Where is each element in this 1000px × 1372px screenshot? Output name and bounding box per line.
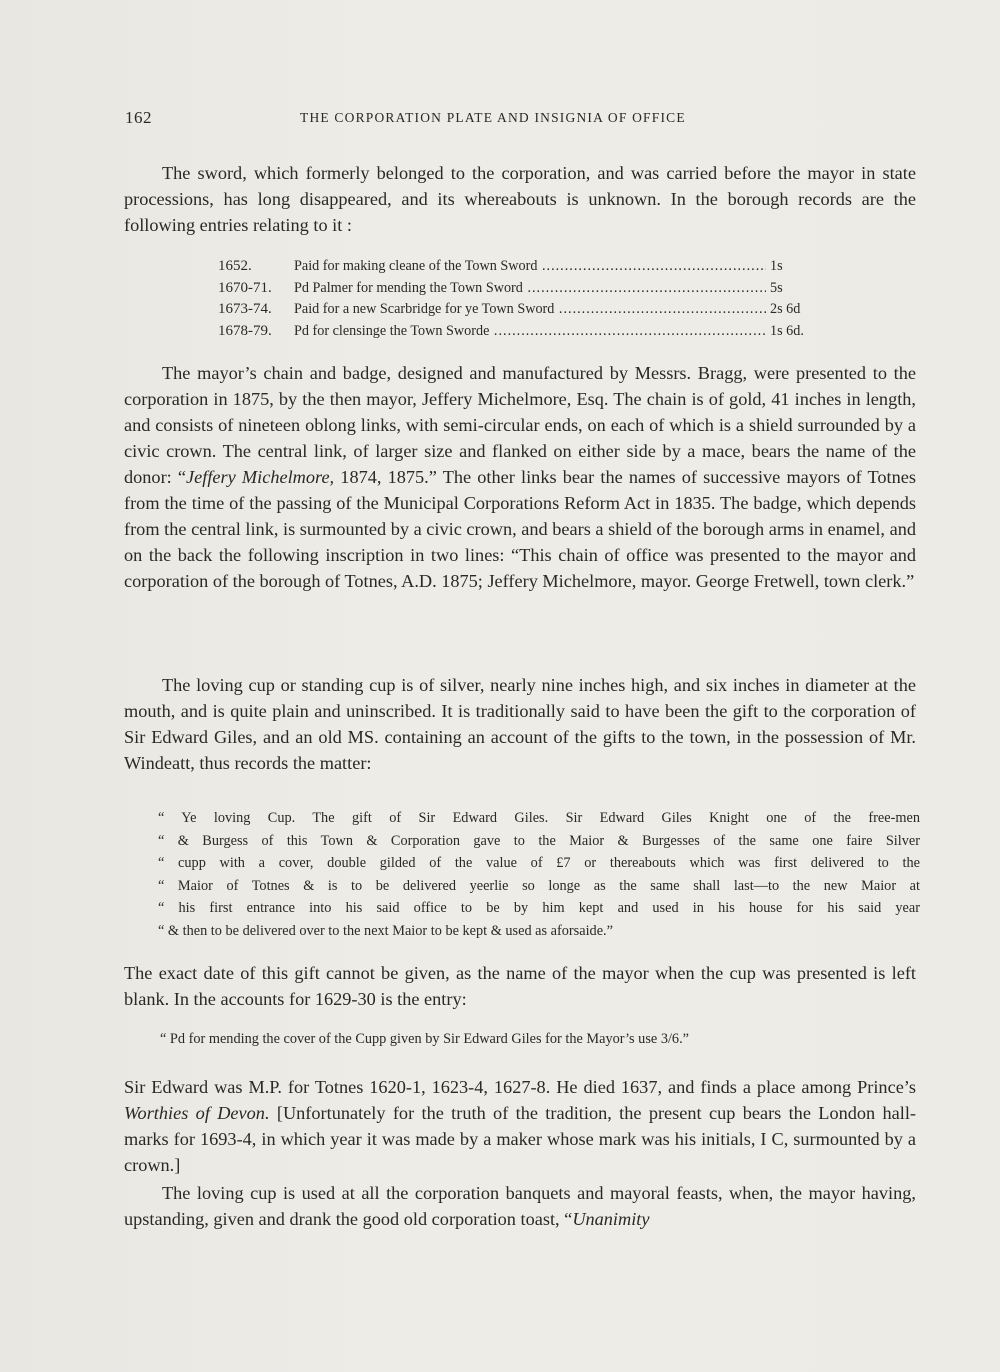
record-entry xyxy=(218,256,828,278)
accounts-quote: “ Pd for mending the cover of the Cupp given by Sir Edward Giles for the Mayor’s use 3/6.” xyxy=(160,1031,690,1047)
text-run: The mayor’s chain and badge, designed and manufactured by Messrs. Bragg, were presented to the corporation in 1875, by the then mayor, Jeffery Michelmore, Esq. The chain is of gold, 41 inches in length, and consists of nineteen oblong links, with semi-circular ends, on each of which is a shield surrounded by a civic crown. The central link, of larger size and flanked on either side by a mace, bears the name of the donor: “ xyxy=(124,363,916,487)
record-text: Pd Palmer for mending the Town Sword ..... xyxy=(294,278,766,300)
paragraph-loving-cup xyxy=(124,672,916,776)
paragraph-banquets xyxy=(124,1180,916,1232)
paragraph-loving-cup-text: The loving cup or standing cup is of silver, nearly nine inches high, and six inches in diameter at the mouth, and is quite plain and uninscribed. It is traditionally said to have been the gift to the corporation of Sir Edward Giles, and an old MS. containing an account of the gifts to the town, in the possession of Mr. Windeatt, thus records the matter: xyxy=(124,675,916,773)
record-year: 1652. xyxy=(218,258,252,274)
running-head: THE CORPORATION PLATE AND INSIGNIA OF OFFICE xyxy=(300,110,686,125)
record-amount: 1s 6d. xyxy=(770,322,804,339)
record-text: Paid for a new Scarbridge for ye Town Sword ..... xyxy=(294,299,766,321)
record-amount: 5s xyxy=(770,279,783,296)
record-year: 1678-79. xyxy=(218,322,272,339)
italic-run: Jeffery Michelmore, xyxy=(186,467,335,487)
paragraph-date-text: The exact date of this gift cannot be given, as the name of the mayor when the cup was presented is left blank. In the accounts for 1629-30 is the entry: xyxy=(124,963,916,1009)
paragraph-sword-text: The sword, which formerly belonged to the corporation, and was carried before the mayor in state processions, has long disappeared, and its whereabouts is unknown. In the borough records are the following entries relating to it : xyxy=(124,163,916,235)
paragraph-sir-edward xyxy=(124,1074,916,1178)
text-run: Sir Edward was M.P. for Totnes 1620-1, 1623-4, 1627-8. He died 1637, and finds a place among Prince’s xyxy=(124,1077,916,1097)
record-entry xyxy=(218,321,828,343)
record-amount: 1s xyxy=(770,258,783,274)
quote-line: “ cupp with a cover, double gilded of the value of £7 or thereabouts which was first delivered to the xyxy=(158,855,920,872)
paragraph-chain-text xyxy=(124,360,916,594)
italic-run: Unanimity xyxy=(572,1209,650,1229)
page-number: 162 xyxy=(125,108,152,127)
record-entry xyxy=(218,299,828,321)
record-year: 1673-74. xyxy=(218,301,272,317)
page-header xyxy=(125,108,915,132)
text-run: 1874, 1875.” The other links bear the names of successive mayors of Totnes from the time of the passing of the Municipal Corporations Reform Act in 1835. The badge, which depends from the central link, is surmounted by a civic crown, and bears a shield of the borough arms in enamel, and on the back the following inscription in two lines: “This chain of office was presented to the mayor and corporation of the borough of Totnes, A.D. 1875; Jeffery Michelmore, mayor. George Fretwell, town clerk.” xyxy=(124,467,916,591)
paragraph-sword xyxy=(124,160,916,238)
quote-line: “ & Burgess of this Town & Corporation gave to the Maior & Burgesses of the same one faire Silver xyxy=(158,832,920,849)
quote-line: “ his first entrance into his said office to be by him kept and used in his house for his said year xyxy=(158,900,920,917)
italic-run: Worthies of Devon. xyxy=(124,1103,270,1123)
paragraph-banquets-text xyxy=(124,1180,916,1232)
record-text: Pd for clensinge the Town Sworde ..... xyxy=(294,321,766,343)
quote-line: “ Maior of Totnes & is to be delivered yeerlie so longe as the same shall last—to the new Maior at xyxy=(158,877,920,894)
record-year: 1670-71. xyxy=(218,279,272,296)
record-amount: 2s 6d xyxy=(770,301,801,317)
quote-line: “ & then to be delivered over to the next Maior to be kept & used as aforsaide.” xyxy=(158,922,613,939)
record-entry xyxy=(218,278,828,300)
paragraph-sir-edward-text xyxy=(124,1074,916,1178)
manuscript-quote xyxy=(158,807,920,943)
borough-records-list xyxy=(218,256,828,342)
paragraph-date xyxy=(124,960,916,1012)
paragraph-chain xyxy=(124,360,916,594)
text-run: [Unfortunately for the truth of the tradition, the present cup bears the London hall-marks for 1693-4, in which year it was made by a maker whose mark was his initials, I C, surmounted by a crown.] xyxy=(124,1103,916,1175)
record-text: Paid for making cleane of the Town Sword ..... xyxy=(294,256,766,278)
text-run: The loving cup is used at all the corporation banquets and mayoral feasts, when, the mayor having, upstanding, given and drank the good old corporation toast, “ xyxy=(124,1183,916,1229)
quote-line: “ Ye loving Cup. The gift of Sir Edward Giles. Sir Edward Giles Knight one of the free-men xyxy=(158,810,920,826)
